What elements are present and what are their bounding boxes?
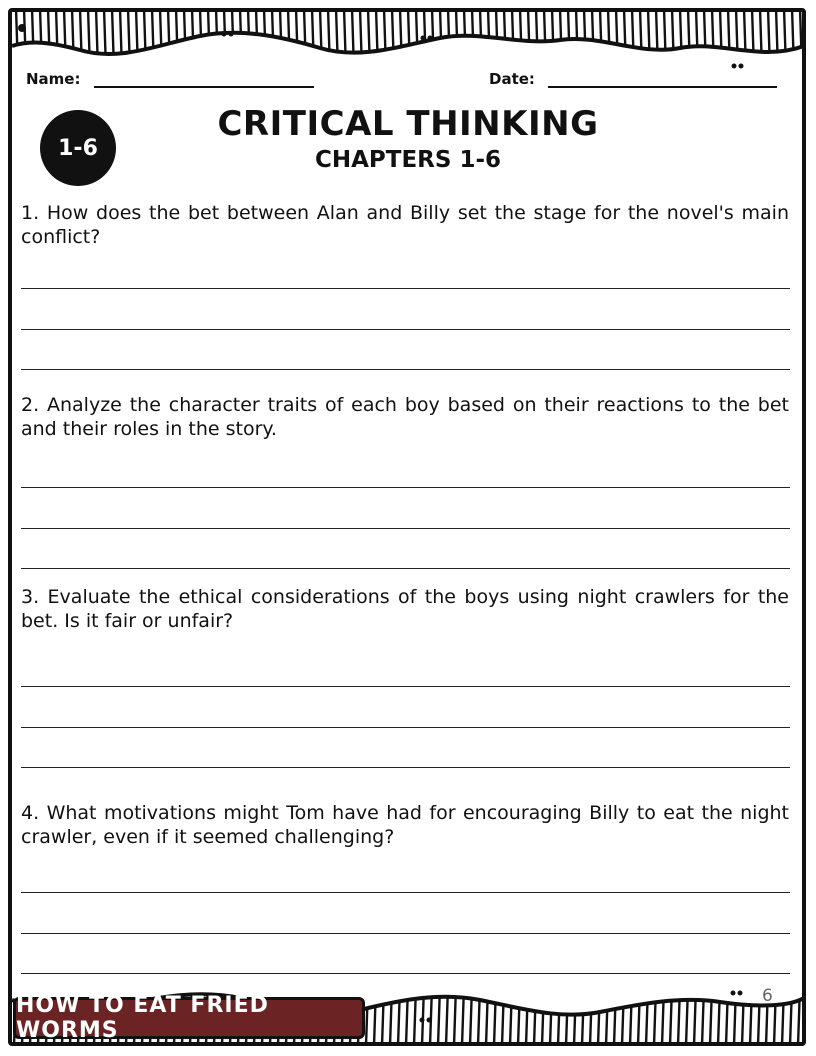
question-3: 3. Evaluate the ethical considerations of the boys using night crawlers for the bet. Is it fair or unfair? xyxy=(21,586,789,632)
answer-line[interactable] xyxy=(21,568,790,569)
question-4: 4. What motivations might Tom have had for encouraging Billy to eat the night crawler, even if it seemed challenging? xyxy=(21,802,789,848)
question-2: 2. Analyze the character traits of each boy based on their reactions to the bet and their roles in the story. xyxy=(21,394,789,440)
date-field[interactable] xyxy=(548,86,777,88)
top-wave-border xyxy=(0,0,816,80)
chapter-badge-text: 1-6 xyxy=(58,135,98,161)
book-title-banner xyxy=(13,993,365,1043)
answer-line[interactable] xyxy=(21,329,790,330)
page-title: CRITICAL THINKING xyxy=(217,104,599,144)
answer-line[interactable] xyxy=(21,528,790,529)
answer-line[interactable] xyxy=(21,369,790,370)
book-title: HOW TO EAT FRIED WORMS xyxy=(16,993,269,1043)
page-number: 6 xyxy=(762,986,773,1006)
answer-line[interactable] xyxy=(21,933,790,934)
answer-line[interactable] xyxy=(21,686,790,687)
answer-line[interactable] xyxy=(21,973,790,974)
date-label: Date: xyxy=(489,70,535,88)
answer-line[interactable] xyxy=(21,767,790,768)
page-subtitle: CHAPTERS 1-6 xyxy=(314,147,502,173)
answer-line[interactable] xyxy=(21,288,790,289)
name-label: Name: xyxy=(26,70,81,88)
answer-line[interactable] xyxy=(21,727,790,728)
name-field[interactable] xyxy=(94,86,314,88)
answer-line[interactable] xyxy=(21,487,790,488)
answer-line[interactable] xyxy=(21,892,790,893)
question-1: 1. How does the bet between Alan and Billy set the stage for the novel's main conflict? xyxy=(21,202,789,248)
